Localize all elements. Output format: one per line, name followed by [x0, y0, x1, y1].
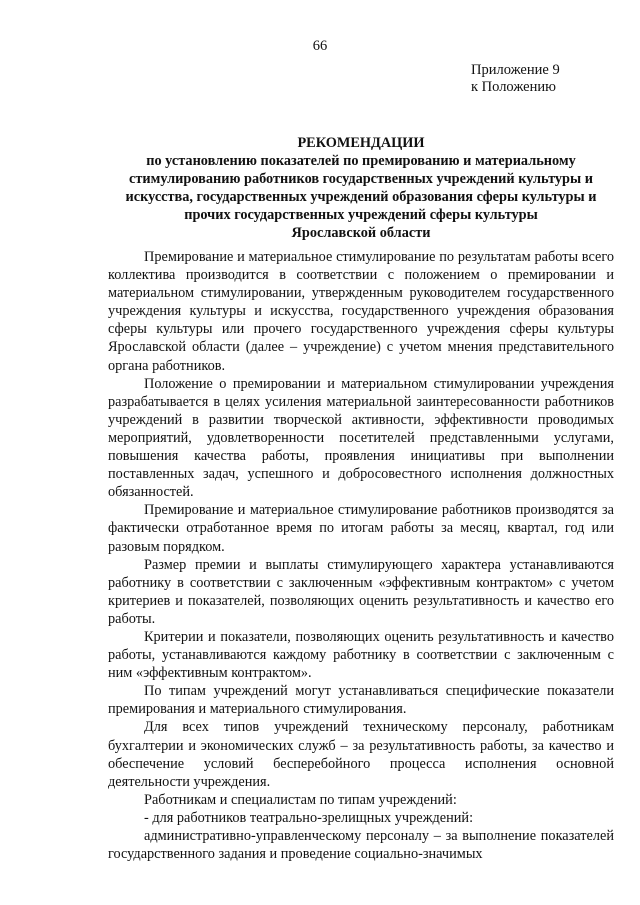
page-number: 66: [312, 38, 328, 54]
title-heading: РЕКОМЕНДАЦИИ: [297, 135, 425, 151]
paragraph: Размер премии и выплаты стимулирующего характера устанавливаются работнику в соответствии с заключенным «эффективным контрактом» с учетом критериев и показателей, позволяющих оценить результативность и качество его работы.: [108, 556, 614, 627]
annex-line-2: к Положению: [471, 79, 556, 95]
paragraph: Критерии и показатели, позволяющих оценить результативность и качество работы, устанавливаются каждому работнику в соответствии с заключенным с ним «эффективным контрактом».: [108, 628, 614, 682]
paragraph: Премирование и материальное стимулирование работников производятся за фактически отработанное время по итогам работы за месяц, квартал, год или разовым порядком.: [108, 502, 614, 555]
paragraph: По типам учреждений могут устанавливаться специфические показатели премирования и материального стимулирования.: [108, 683, 614, 718]
document-body: [108, 248, 614, 863]
document-title: [108, 134, 614, 242]
paragraph: Для всех типов учреждений техническому персоналу, работникам бухгалтерии и экономических служб – за результативность работы, за качество и обеспечение условий бесперебойного процесса исполнения основной деятельности учреждения.: [108, 719, 614, 790]
annex-reference: [471, 62, 560, 96]
title-line: Ярославской области: [291, 225, 431, 241]
paragraph: Премирование и материальное стимулирование по результатам работы всего коллектива производится в соответствии с положением о премировании и материальном стимулировании, утвержденным руководителем государственного учреждения культуры и искусства, государственного учреждения образования сферы культуры или прочего государственного учреждения сферы культуры Ярославской области (далее – учреждение) с учетом мнения представительного органа работников.: [108, 249, 614, 374]
paragraph: административно-управленческому персоналу – за выполнение показателей государственного задания и проведение социально-значимых: [108, 828, 614, 863]
title-line: по установлению показателей по премированию и материальному: [146, 153, 576, 169]
title-line: искусства, государственных учреждений образования сферы культуры и: [125, 189, 597, 205]
paragraph: Работникам и специалистам по типам учреждений:: [144, 791, 457, 808]
title-line: стимулированию работников государственных учреждений культуры и: [129, 171, 593, 187]
annex-line-1: Приложение 9: [471, 62, 560, 78]
title-line: прочих государственных учреждений сферы культуры: [184, 207, 538, 223]
paragraph: - для работников театрально-зрелищных учреждений:: [144, 809, 474, 826]
paragraph: Положение о премировании и материальном стимулировании учреждения разрабатывается в целях усиления материальной заинтересованности работников учреждений в развитии творческой активности, эффективности проводимых мероприятий, удовлетворенности посетителей представленными услугами, повышения качества работы, проявления инициативы при выполнении поставленных задач, успешного и добросовестного исполнения должностных обязанностей.: [108, 375, 614, 501]
